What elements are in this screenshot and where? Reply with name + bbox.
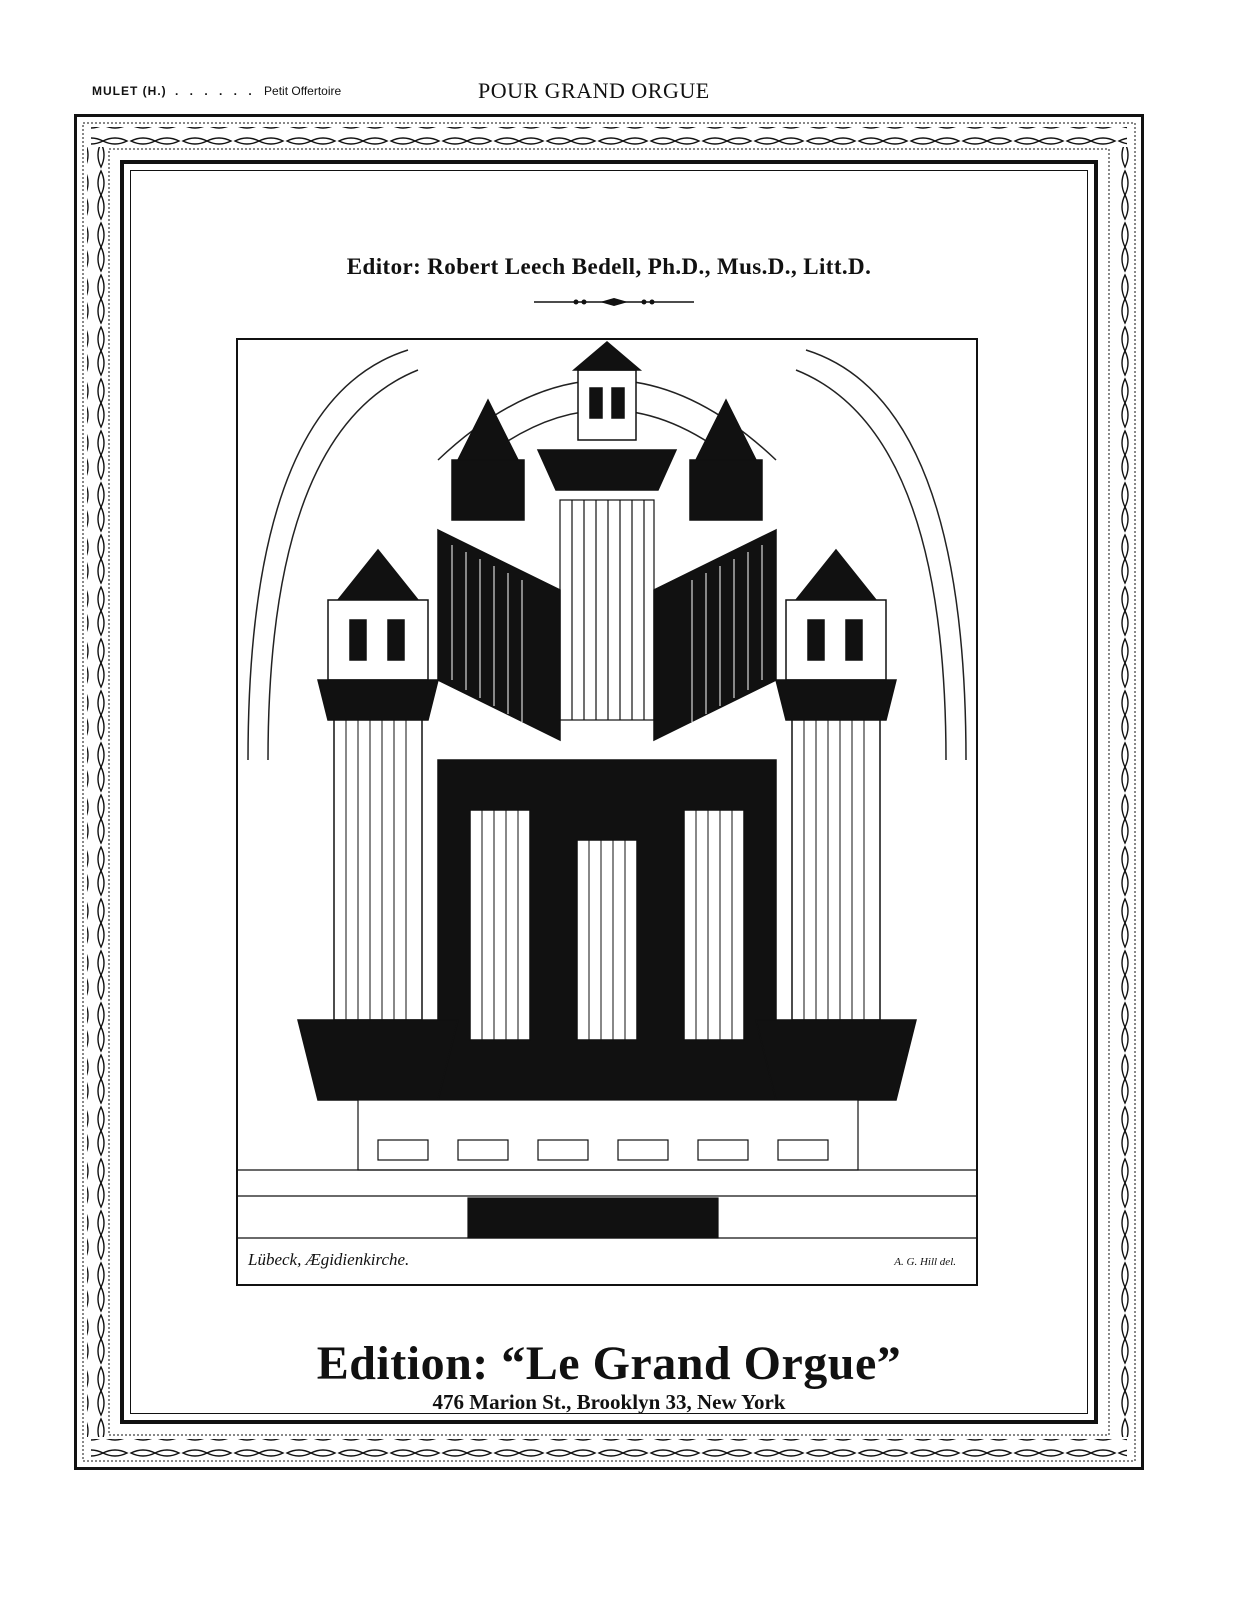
- edition-title: Edition: “Le Grand Orgue”: [316, 1337, 902, 1390]
- ornament-rule: [534, 294, 694, 310]
- plate-caption: Lübeck, Ægidienkirche.: [248, 1250, 410, 1269]
- publisher-address: 476 Marion St., Brooklyn 33, New York: [432, 1390, 786, 1414]
- organ-drawing: [238, 340, 976, 1284]
- dot-leader: . . . . . .: [175, 84, 256, 98]
- header-title: POUR GRAND ORGUE: [478, 78, 710, 103]
- composer-name: MULET (H.): [92, 84, 167, 98]
- inner-panel: [120, 160, 1098, 1424]
- plate-signature: A. G. Hill del.: [894, 1256, 956, 1268]
- piece-title: Petit Offertoire: [264, 84, 342, 98]
- header-left: [92, 84, 341, 98]
- organ-illustration: [236, 338, 978, 1286]
- editor-credit: Editor: Robert Leech Bedell, Ph.D., Mus.D., Litt.D.: [346, 254, 872, 279]
- running-header: [92, 78, 792, 108]
- cover-frame: [74, 114, 1144, 1470]
